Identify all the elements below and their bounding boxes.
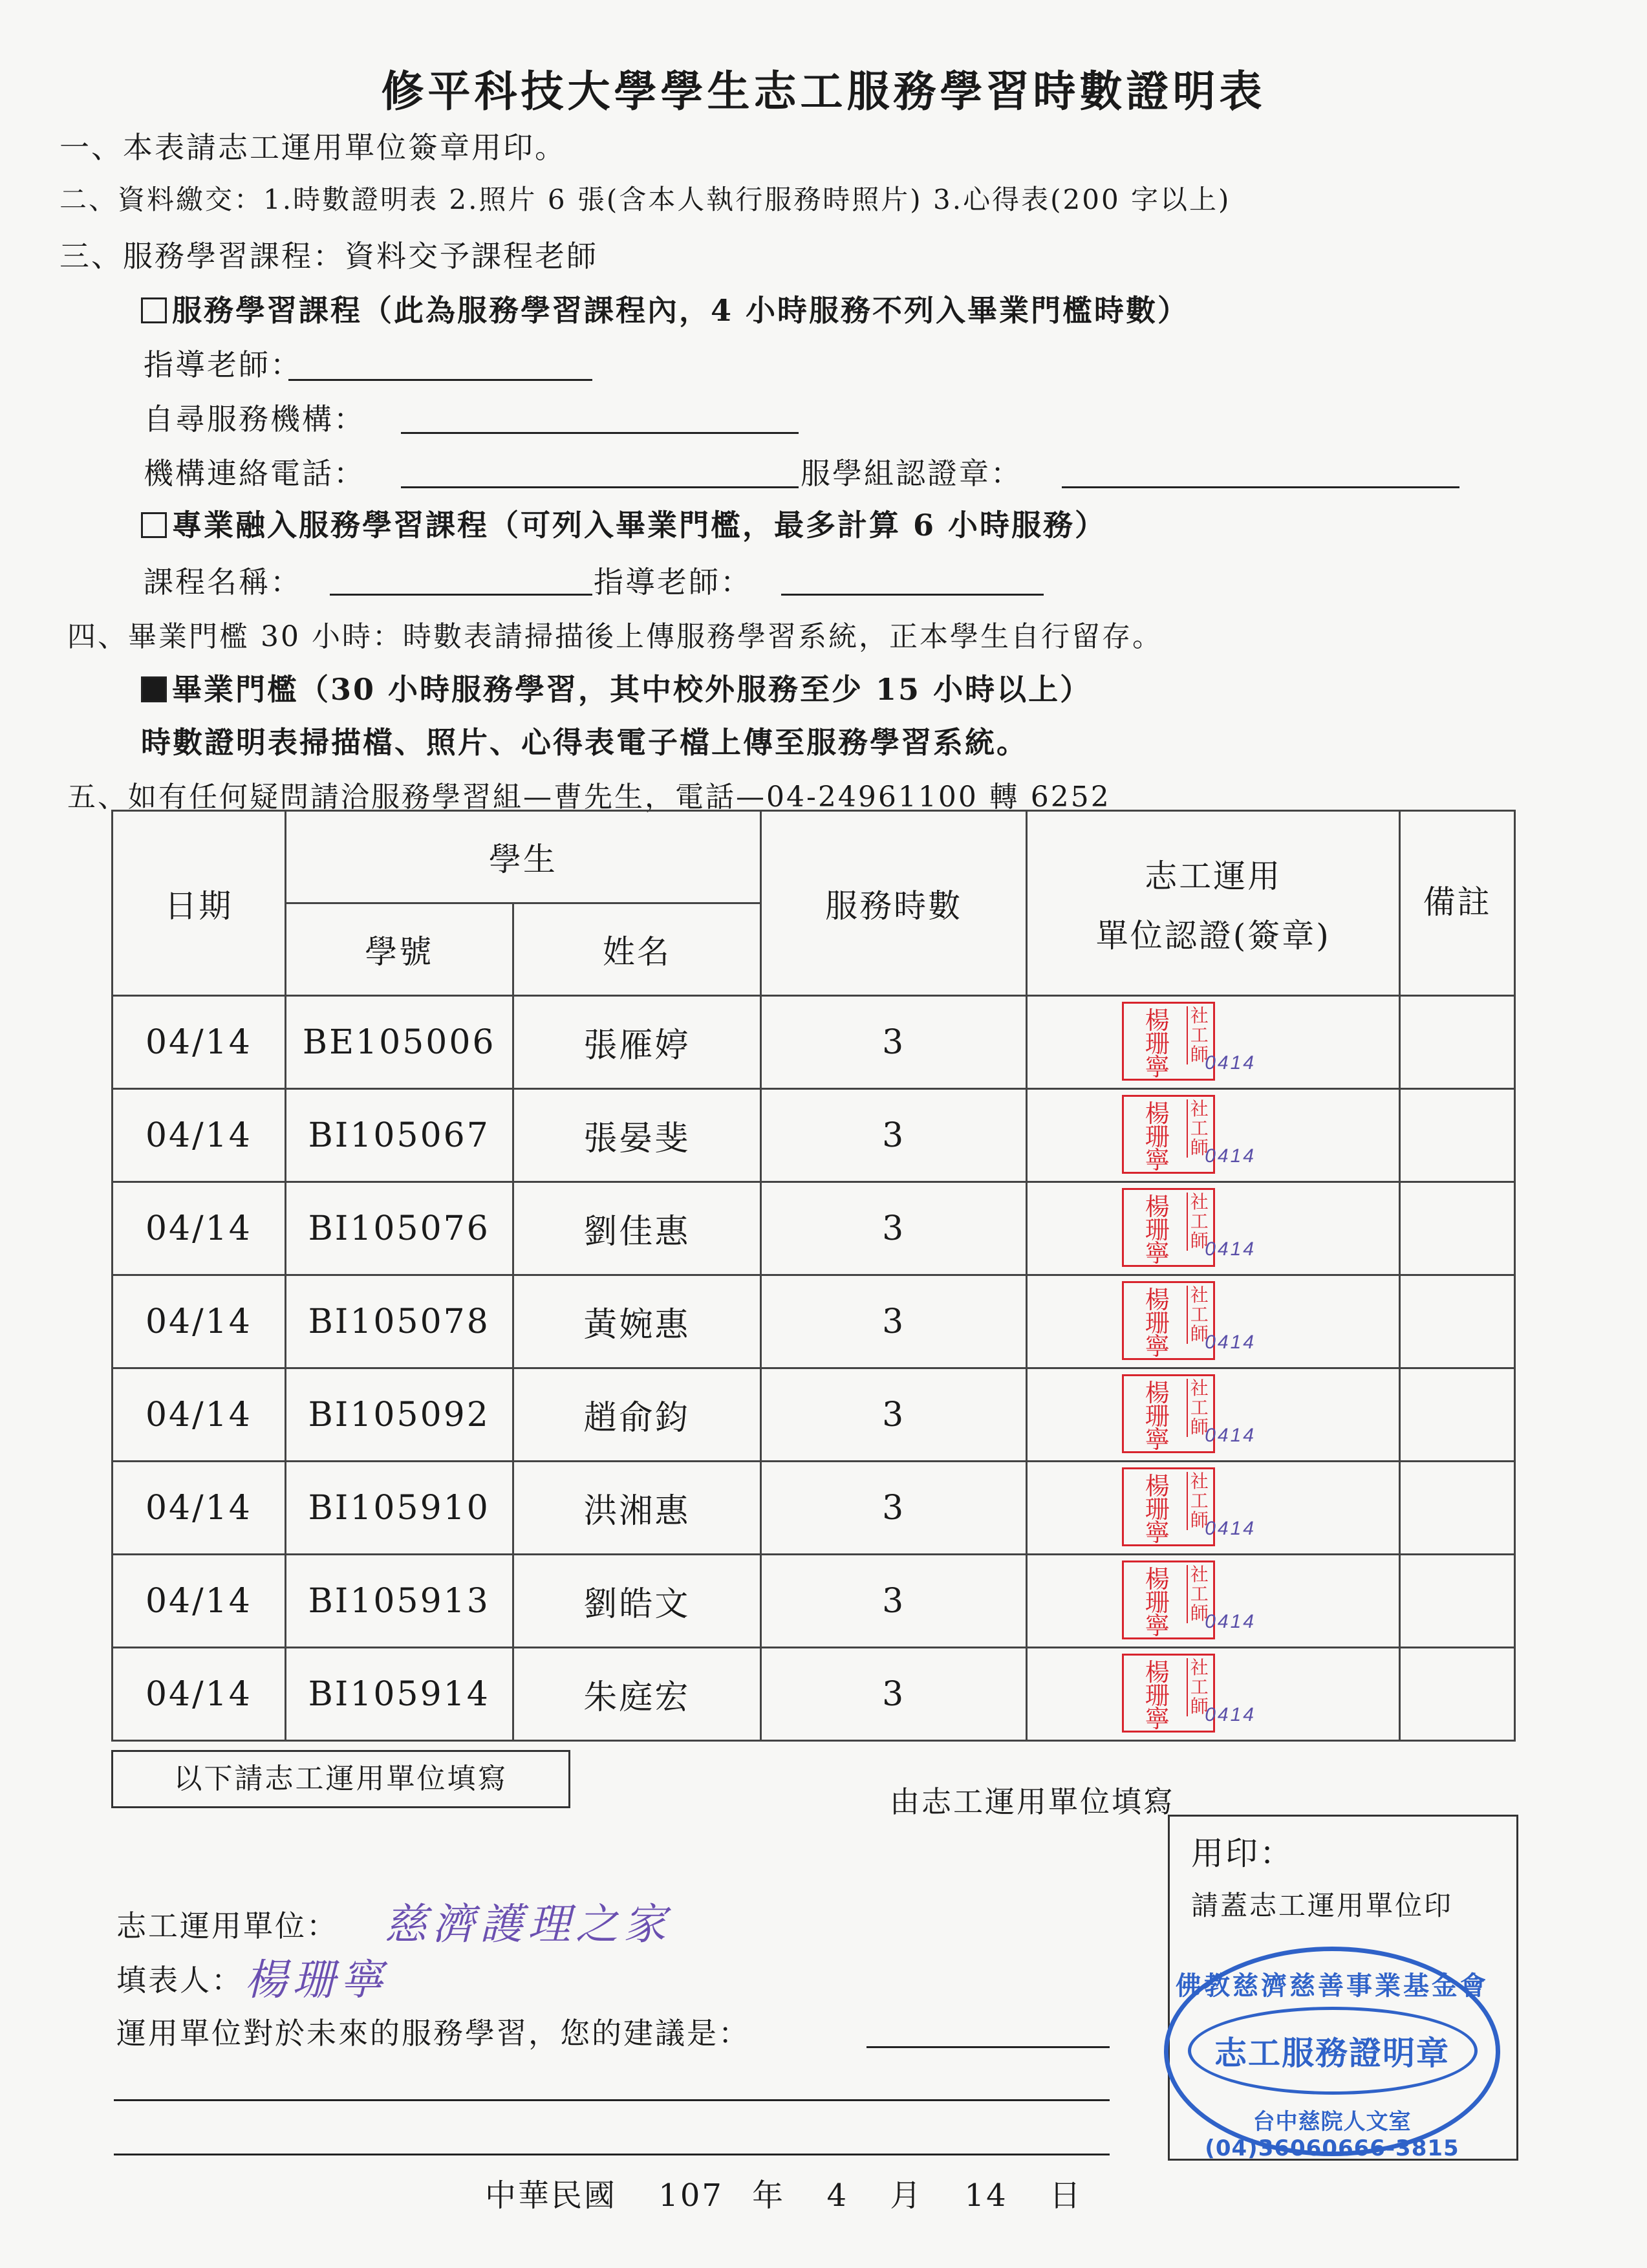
table-row: [113, 996, 1515, 1089]
stamp-name: [1129, 1379, 1187, 1454]
filler-label: 填表人：: [116, 1963, 243, 1998]
cell-remark[interactable]: [1400, 1089, 1515, 1182]
stamp-date: 0414: [1205, 1052, 1256, 1074]
checkbox-service-learning[interactable]: [141, 297, 167, 323]
teacher-field[interactable]: [288, 379, 592, 381]
stamp-char: 楊: [1145, 1658, 1172, 1687]
option-note: （此為服務學習課程內，4 小時服務不列入畢業門檻時數）: [362, 293, 1190, 328]
cert-line-2: 單位認證(簽章): [1095, 916, 1331, 955]
stamp-char: 師: [1190, 1230, 1211, 1251]
stamp-char: 師: [1190, 1137, 1211, 1158]
graduation-upload-note: 時數證明表掃描檔、照片、心得表電子檔上傳至服務學習系統。: [141, 725, 1028, 760]
date-day: 14: [964, 2177, 1008, 2214]
stamp-date: 0414: [1205, 1518, 1256, 1539]
checkbox-professional[interactable]: [141, 512, 167, 538]
teacher2-field[interactable]: [781, 594, 1044, 596]
stamp-date: 0414: [1205, 1704, 1256, 1725]
stamp-char: 工: [1190, 1676, 1211, 1698]
stamp-date: 0414: [1205, 1238, 1256, 1260]
stamp-char: 工: [1190, 1490, 1211, 1511]
stamp-char: 寧: [1145, 1053, 1172, 1081]
stamp-name: [1129, 1099, 1187, 1174]
stamp-char: 楊: [1145, 1006, 1172, 1035]
stamp-char: 珊: [1145, 1309, 1172, 1337]
cell-name: 朱庭宏: [513, 1648, 760, 1741]
signing-date: [485, 2170, 1082, 2215]
cell-hours: 3: [760, 1275, 1026, 1368]
stamp-name: [1129, 1286, 1187, 1361]
agency-field[interactable]: [401, 432, 799, 434]
col-name: 姓名: [513, 903, 760, 996]
cell-name: 趙俞鈞: [513, 1368, 760, 1462]
social-worker-stamp: [1122, 1002, 1215, 1081]
stamp-char: 楊: [1145, 1379, 1172, 1407]
seal-bottom-text: 台中慈院人文室(04)36060666-3815: [1205, 2109, 1459, 2161]
stamp-name: [1129, 1472, 1187, 1547]
option-label: 專業融入服務學習課程: [172, 508, 489, 543]
col-certification: [1027, 811, 1400, 996]
cell-remark[interactable]: [1400, 996, 1515, 1089]
stamp-char: 師: [1190, 1696, 1211, 1717]
cell-hours: 3: [760, 1648, 1026, 1741]
stamp-name: [1129, 1006, 1187, 1081]
stamp-char: 寧: [1145, 1239, 1172, 1268]
cell-date: 04/14: [113, 1275, 286, 1368]
stamp-name: [1129, 1193, 1187, 1268]
instruction-2: 二、資料繳交：1.時數證明表 2.照片 6 張(含本人執行服務時照片) 3.心得表(200 字以上): [59, 184, 1231, 215]
date-prefix: 中華民國: [485, 2177, 618, 2214]
cell-student-id: BI105910: [285, 1462, 513, 1555]
stamp-char: 寧: [1145, 1425, 1172, 1454]
cell-student-id: BI105078: [285, 1275, 513, 1368]
cell-student-id: BI105914: [285, 1648, 513, 1741]
stamp-char: 楊: [1145, 1099, 1172, 1128]
cell-name: 張晏斐: [513, 1089, 760, 1182]
stamp-char: 工: [1190, 1583, 1211, 1604]
cell-certification: [1027, 1555, 1400, 1648]
cell-name: 劉佳惠: [513, 1182, 760, 1275]
stamp-char: 寧: [1145, 1518, 1172, 1547]
date-year-unit: 年: [752, 2177, 786, 2214]
stamp-char: 寧: [1145, 1332, 1172, 1361]
seal-top-text: 佛教慈濟慈善事業基金會: [1176, 1971, 1489, 2001]
table-row: [113, 1275, 1515, 1368]
cell-certification: [1027, 1368, 1400, 1462]
service-group-stamp-label: 服學組認證章：: [801, 456, 1022, 491]
cell-certification: [1027, 996, 1400, 1089]
cell-remark[interactable]: [1400, 1555, 1515, 1648]
cell-remark[interactable]: [1400, 1462, 1515, 1555]
cell-certification: [1027, 1275, 1400, 1368]
col-student: 學生: [285, 811, 760, 903]
stamp-name: [1129, 1658, 1187, 1733]
col-hours: 服務時數: [760, 811, 1026, 996]
stamp-char: 楊: [1145, 1472, 1172, 1500]
suggestion-label: 運用單位對於未來的服務學習，您的建議是：: [116, 2016, 750, 2051]
cell-name: 洪湘惠: [513, 1462, 760, 1555]
cell-student-id: BI105092: [285, 1368, 513, 1462]
social-worker-stamp: [1122, 1281, 1215, 1360]
suggestion-line-3[interactable]: [114, 2154, 1110, 2155]
option-label: 畢業門檻: [172, 672, 299, 707]
col-date: 日期: [113, 811, 286, 996]
cell-date: 04/14: [113, 1555, 286, 1648]
cell-certification: [1027, 1182, 1400, 1275]
stamp-date: 0414: [1205, 1611, 1256, 1632]
stamp-char: 珊: [1145, 1681, 1172, 1710]
cell-hours: 3: [760, 1089, 1026, 1182]
filler-handwritten[interactable]: 楊珊寧: [244, 1955, 388, 2005]
cell-date: 04/14: [113, 1648, 286, 1741]
cell-date: 04/14: [113, 1462, 286, 1555]
option-service-learning-course: [141, 287, 1189, 330]
agency-label: 自尋服務機構：: [144, 402, 365, 437]
option-professional-course: [141, 502, 1106, 545]
social-worker-stamp: [1122, 1095, 1215, 1174]
cert-line-1: 志工運用: [1145, 857, 1282, 895]
stamp-char: 工: [1190, 1397, 1211, 1418]
date-year: 107: [658, 2177, 724, 2214]
cell-certification: [1027, 1462, 1400, 1555]
social-worker-stamp: [1122, 1654, 1215, 1733]
social-worker-stamp: [1122, 1188, 1215, 1267]
date-month: 4: [826, 2177, 848, 2214]
stamp-char: 社: [1190, 1284, 1211, 1306]
teacher-label: 指導老師：: [144, 347, 302, 382]
stamp-char: 珊: [1145, 1030, 1172, 1058]
seal-main-text: 志工服務證明章: [1214, 2035, 1450, 2072]
stamp-char: 楊: [1145, 1565, 1172, 1593]
stamp-char: 工: [1190, 1211, 1211, 1232]
table-row: [113, 1648, 1515, 1741]
cell-hours: 3: [760, 1368, 1026, 1462]
stamp-char: 社: [1190, 1377, 1211, 1399]
cell-name: 黃婉惠: [513, 1275, 760, 1368]
stamp-date: 0414: [1205, 1425, 1256, 1446]
stamp-char: 珊: [1145, 1402, 1172, 1431]
agency-phone-field[interactable]: [401, 486, 799, 488]
stamp-char: 師: [1190, 1509, 1211, 1531]
stamp-char: 珊: [1145, 1588, 1172, 1617]
stamp-char: 工: [1190, 1304, 1211, 1325]
stamp-char: 師: [1190, 1416, 1211, 1438]
stamp-char: 珊: [1145, 1123, 1172, 1151]
date-day-unit: 日: [1049, 2177, 1082, 2214]
cell-remark[interactable]: [1400, 1368, 1515, 1462]
table-header-row: [113, 811, 1515, 903]
unit-handwritten[interactable]: 慈濟護理之家: [384, 1899, 671, 1949]
stamp-char: 珊: [1145, 1495, 1172, 1524]
instruction-5: 五、如有任何疑問請洽服務學習組—曹先生，電話—04-24961100 轉 6252: [67, 781, 1111, 814]
social-worker-stamp: [1122, 1467, 1215, 1546]
cell-name: 張雁婷: [513, 996, 760, 1089]
social-worker-stamp: [1122, 1374, 1215, 1453]
checkbox-graduation[interactable]: [141, 676, 167, 702]
stamp-name: [1129, 1565, 1187, 1640]
service-group-stamp-field[interactable]: [1062, 486, 1459, 488]
table-row: [113, 1368, 1515, 1462]
social-worker-stamp: [1122, 1561, 1215, 1639]
option-note: （可列入畢業門檻，最多計算 6 小時服務）: [489, 508, 1107, 543]
option-label: 服務學習課程: [172, 293, 362, 328]
table-row: [113, 1462, 1515, 1555]
stamp-char: 珊: [1145, 1216, 1172, 1244]
agency-phone-label: 機構連絡電話：: [144, 456, 365, 491]
stamp-char: 寧: [1145, 1705, 1172, 1733]
suggestion-field[interactable]: [867, 2046, 1110, 2048]
course-name-label: 課程名稱：: [144, 565, 302, 599]
cell-certification: [1027, 1648, 1400, 1741]
page-title: 修平科技大學學生志工服務學習時數證明表: [381, 66, 1266, 116]
option-note: （30 小時服務學習，其中校外服務至少 15 小時以上）: [299, 672, 1092, 707]
stamp-char: 社: [1190, 1191, 1211, 1213]
seal-note: 請蓋志工運用單位印: [1191, 1890, 1454, 1921]
volunteer-certificate-seal: [1164, 1947, 1500, 2161]
stamp-char: 社: [1190, 1657, 1211, 1678]
cell-student-id: BI105067: [285, 1089, 513, 1182]
stamp-char: 社: [1190, 1471, 1211, 1492]
cell-date: 04/14: [113, 996, 286, 1089]
table-row: [113, 1182, 1515, 1275]
stamp-char: 師: [1190, 1044, 1211, 1065]
cell-remark[interactable]: [1400, 1275, 1515, 1368]
stamp-char: 社: [1190, 1098, 1211, 1119]
unit-label: 志工運用單位：: [116, 1908, 338, 1943]
filled-by-unit: 由志工運用單位填寫: [890, 1784, 1175, 1819]
unit-fill-notice: 以下請志工運用單位填寫: [111, 1750, 570, 1808]
seal-title: 用印：: [1191, 1835, 1294, 1872]
cell-student-id: BE105006: [285, 996, 513, 1089]
table-row: [113, 1555, 1515, 1648]
teacher2-label: 指導老師：: [594, 565, 752, 599]
stamp-char: 工: [1190, 1024, 1211, 1046]
stamp-char: 師: [1190, 1323, 1211, 1345]
cell-remark[interactable]: [1400, 1648, 1515, 1741]
stamp-char: 社: [1190, 1564, 1211, 1585]
cell-date: 04/14: [113, 1182, 286, 1275]
suggestion-line-2[interactable]: [114, 2099, 1110, 2101]
instruction-4: 四、畢業門檻 30 小時：時數表請掃描後上傳服務學習系統，正本學生自行留存。: [67, 620, 1163, 653]
stamp-date: 0414: [1205, 1332, 1256, 1353]
table-row: [113, 1089, 1515, 1182]
stamp-char: 寧: [1145, 1612, 1172, 1640]
cell-certification: [1027, 1089, 1400, 1182]
cell-hours: 3: [760, 996, 1026, 1089]
cell-student-id: BI105913: [285, 1555, 513, 1648]
stamp-char: 師: [1190, 1603, 1211, 1624]
cell-hours: 3: [760, 1462, 1026, 1555]
hours-table: [111, 810, 1516, 1742]
stamp-char: 工: [1190, 1118, 1211, 1139]
cell-student-id: BI105076: [285, 1182, 513, 1275]
cell-date: 04/14: [113, 1089, 286, 1182]
cell-remark[interactable]: [1400, 1182, 1515, 1275]
stamp-char: 楊: [1145, 1193, 1172, 1221]
stamp-char: 寧: [1145, 1146, 1172, 1174]
instruction-1: 一、本表請志工運用單位簽章用印。: [59, 130, 566, 165]
col-remark: 備註: [1400, 811, 1515, 996]
stamp-date: 0414: [1205, 1145, 1256, 1167]
col-student-id: 學號: [285, 903, 513, 996]
cell-hours: 3: [760, 1555, 1026, 1648]
cell-name: 劉皓文: [513, 1555, 760, 1648]
cell-hours: 3: [760, 1182, 1026, 1275]
instruction-3: 三、服務學習課程：資料交予課程老師: [59, 239, 598, 274]
date-month-unit: 月: [890, 2177, 923, 2214]
course-name-field[interactable]: [330, 594, 592, 596]
cell-date: 04/14: [113, 1368, 286, 1462]
stamp-char: 楊: [1145, 1286, 1172, 1314]
option-graduation-threshold: [141, 666, 1092, 709]
stamp-char: 社: [1190, 1005, 1211, 1026]
